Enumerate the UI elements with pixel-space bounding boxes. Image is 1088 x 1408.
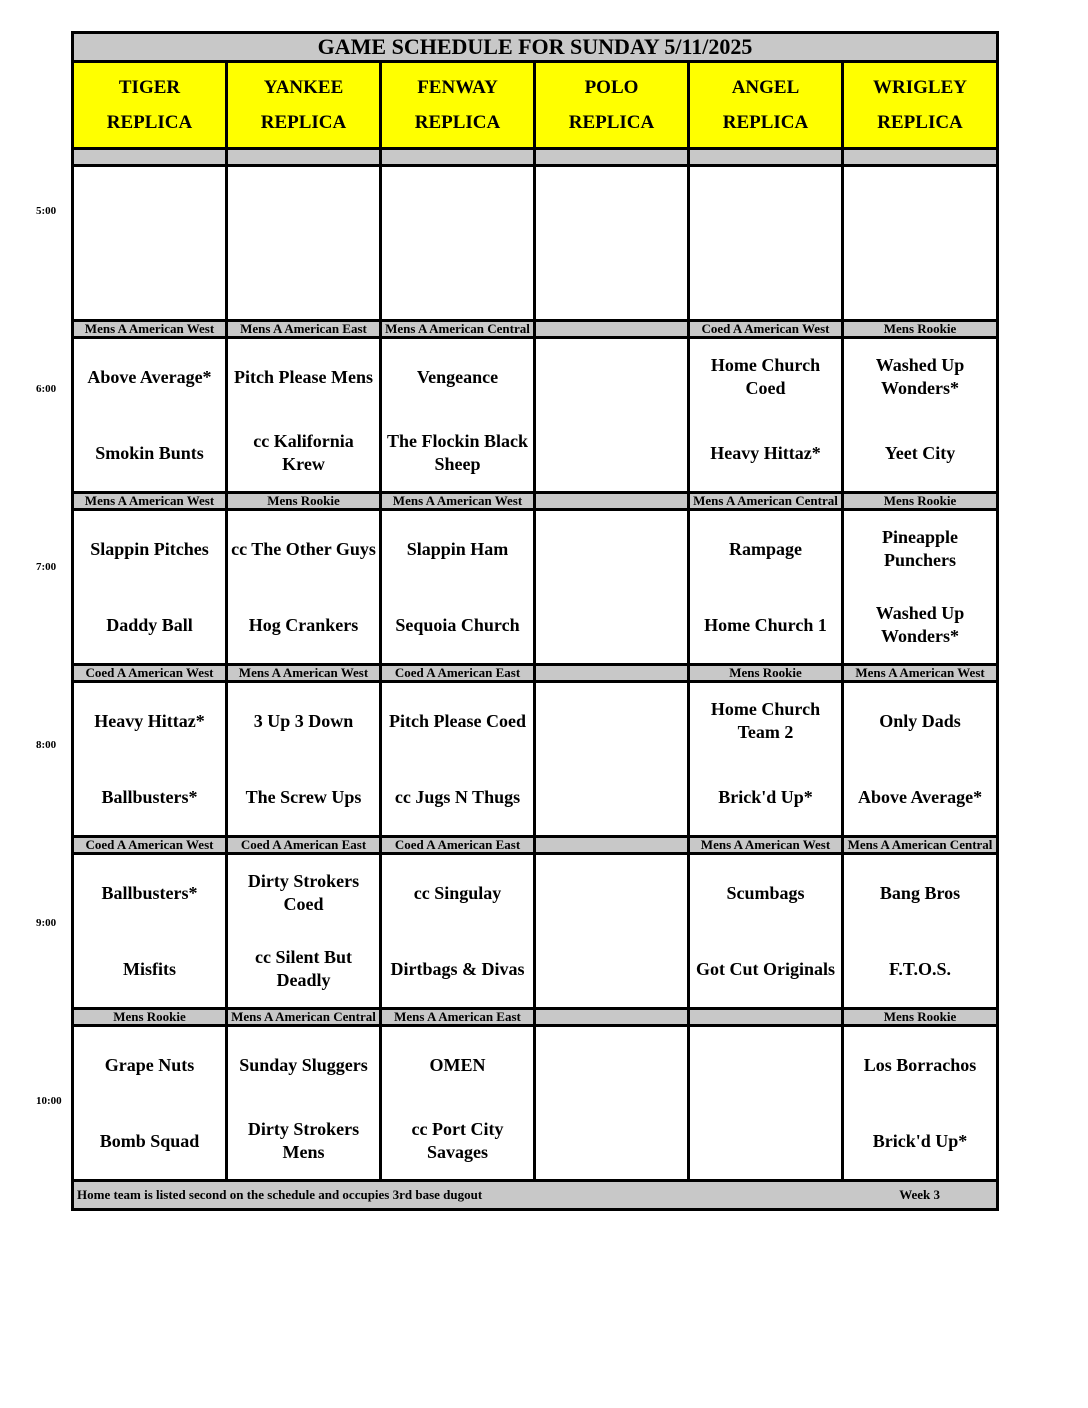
home-team [536,759,687,835]
game-cell [227,682,381,837]
division-row [73,321,998,338]
away-team: OMEN [429,1054,486,1075]
division-label: Mens Rookie [843,493,998,510]
away-team: Vengeance [416,366,499,387]
field-header [843,62,998,149]
game-cell [381,854,535,1009]
away-team: Home Church Coed [710,355,821,398]
home-team: cc Port City Savages [411,1119,504,1162]
division-label: Mens A American East [381,1009,535,1026]
game-cell [227,854,381,1009]
division-label: Mens A American East [227,321,381,338]
division-label: Coed A American West [689,321,843,338]
away-team: Dirty Strokers Coed [247,871,360,914]
away-team: Above Average* [87,366,212,387]
home-team: The Screw Ups [245,786,362,807]
away-team: 3 Up 3 Down [253,710,354,731]
away-team: Washed Up Wonders* [875,355,965,398]
away-team: Grape Nuts [104,1054,195,1075]
game-cell [381,166,535,321]
field-header [227,62,381,149]
away-team: cc Singulay [413,882,502,903]
time-label: 5:00 [36,205,57,217]
schedule-table [71,31,999,1211]
footer-content [74,1187,996,1203]
away-team: Only Dads [879,710,961,731]
home-team [536,1103,687,1179]
division-label [535,149,689,166]
field-subtitle: REPLICA [722,112,809,133]
game-cell [843,338,998,493]
away-team: Los Borrachos [863,1054,977,1075]
home-team: F.T.O.S. [889,958,952,979]
game-cell [535,1026,689,1181]
division-label: Mens A American Central [843,837,998,854]
away-team: Scumbags [726,882,805,903]
game-cell [73,1026,227,1181]
game-cell [381,1026,535,1181]
field-name: YANKEE [263,77,344,98]
game-cell [843,682,998,837]
division-label [535,1009,689,1026]
away-team [536,167,687,243]
away-team [690,1027,841,1103]
home-team: Misfits [123,958,176,979]
home-team: Brick'd Up* [872,1130,968,1151]
division-label: Mens A American West [843,665,998,682]
division-label [381,149,535,166]
game-cell [381,510,535,665]
division-row [73,493,998,510]
game-cell [843,510,998,665]
game-cell [227,510,381,665]
field-subtitle: REPLICA [106,112,193,133]
game-row [73,1026,998,1181]
game-cell [535,166,689,321]
game-row [73,854,998,1009]
division-label [535,837,689,854]
home-team [74,243,225,319]
game-cell [535,338,689,493]
game-cell [73,854,227,1009]
division-label [535,665,689,682]
time-label: 9:00 [36,917,57,929]
home-team: Bomb Squad [99,1130,200,1151]
division-label [689,1009,843,1026]
division-row [73,837,998,854]
away-team: Pitch Please Mens [234,366,373,387]
division-label: Coed A American West [73,665,227,682]
field-subtitle: REPLICA [414,112,501,133]
division-label: Mens Rookie [843,1009,998,1026]
division-label [535,321,689,338]
away-team: Rampage [729,538,802,559]
week-label: Week 3 [899,1187,941,1202]
game-cell [227,166,381,321]
home-team [382,243,533,319]
game-cell [689,682,843,837]
time-label: 10:00 [36,1095,62,1107]
field-subtitle: REPLICA [568,112,655,133]
home-team [536,587,687,663]
time-label: 7:00 [36,561,57,573]
division-row [73,1009,998,1026]
division-label: Mens A American West [73,493,227,510]
game-cell [381,682,535,837]
game-cell [843,1026,998,1181]
away-team: Slappin Pitches [90,538,209,559]
field-header [689,62,843,149]
field-header [535,62,689,149]
home-team [536,415,687,491]
game-cell [843,854,998,1009]
away-team: Pitch Please Coed [389,710,526,731]
away-team [536,339,687,415]
title-row [73,33,998,62]
division-label [843,149,998,166]
game-cell [73,338,227,493]
game-cell [843,166,998,321]
division-label: Mens Rookie [689,665,843,682]
home-team: Dirtbags & Divas [390,958,525,979]
away-team: Slappin Ham [406,538,509,559]
game-cell [227,338,381,493]
home-team: Heavy Hittaz* [710,442,821,463]
home-team: Ballbusters* [101,786,198,807]
time-label: 6:00 [36,383,57,395]
division-label [689,149,843,166]
game-cell [689,854,843,1009]
game-row [73,166,998,321]
game-row [73,682,998,837]
away-team: Home Church Team 2 [710,699,821,742]
division-label: Mens A American West [227,665,381,682]
field-name: TIGER [118,77,181,98]
home-team [690,1103,841,1179]
home-team: Brick'd Up* [718,786,813,807]
away-team [536,1027,687,1103]
division-label: Mens A American West [73,321,227,338]
division-label [73,149,227,166]
home-team: Above Average* [857,786,983,807]
away-team: cc The Other Guys [231,538,376,559]
time-label: 8:00 [36,739,57,751]
home-team: cc Jugs N Thugs [394,786,521,807]
game-cell [535,682,689,837]
away-team: Heavy Hittaz* [94,710,205,731]
schedule-title: GAME SCHEDULE FOR SUNDAY 5/11/2025 [73,33,998,62]
home-team: Dirty Strokers Mens [247,1119,360,1162]
away-team: Ballbusters* [101,882,198,903]
away-team [536,855,687,931]
away-team: Pineapple Punchers [882,527,959,570]
division-label: Mens Rookie [73,1009,227,1026]
division-label: Mens A American West [381,493,535,510]
home-team [690,243,841,319]
field-name: ANGEL [731,77,800,98]
away-team [382,167,533,243]
division-label: Mens A American Central [227,1009,381,1026]
game-cell [73,166,227,321]
footer-row [73,1181,998,1210]
division-row [73,149,998,166]
game-cell [535,510,689,665]
home-team: Yeet City [884,442,956,463]
field-name: WRIGLEY [873,77,967,98]
footer-cell [73,1181,998,1210]
game-cell [535,854,689,1009]
home-team [228,243,379,319]
division-label: Mens Rookie [227,493,381,510]
home-team-note: Home team is listed second on the schedule and occupies 3rd base dugout [77,1187,483,1202]
game-cell [381,338,535,493]
home-team: The Flockin Black Sheep [386,431,529,474]
home-team: cc Silent But Deadly [255,947,352,990]
game-cell [689,1026,843,1181]
game-cell [689,338,843,493]
away-team [844,167,996,243]
field-header-row [73,62,998,149]
division-label: Coed A American East [381,837,535,854]
away-team [690,167,841,243]
home-team [844,243,996,319]
home-team: Smokin Bunts [95,442,204,463]
home-team: Home Church 1 [704,614,827,635]
division-label: Coed A American West [73,837,227,854]
division-label: Coed A American East [227,837,381,854]
division-label: Mens Rookie [843,321,998,338]
game-row [73,510,998,665]
division-label [227,149,381,166]
home-team: cc Kalifornia Krew [253,431,354,474]
division-label: Mens A American Central [689,493,843,510]
division-label: Mens A American West [689,837,843,854]
home-team: Sequoia Church [395,614,520,635]
field-subtitle: REPLICA [877,112,963,133]
division-row [73,665,998,682]
home-team: Hog Crankers [248,614,359,635]
away-team [536,511,687,587]
home-team: Got Cut Originals [695,958,835,979]
game-cell [73,510,227,665]
game-cell [73,682,227,837]
field-header [381,62,535,149]
division-label: Coed A American East [381,665,535,682]
game-cell [227,1026,381,1181]
away-team [536,683,687,759]
away-team [228,167,379,243]
game-row [73,338,998,493]
home-team [536,243,687,319]
game-cell [689,510,843,665]
home-team: Daddy Ball [106,614,193,635]
away-team: Sunday Sluggers [239,1054,368,1075]
game-cell [689,166,843,321]
field-subtitle: REPLICA [260,112,347,133]
division-label: Mens A American Central [381,321,535,338]
home-team: Washed Up Wonders* [875,603,965,646]
field-name: POLO [584,77,639,98]
field-name: FENWAY [417,77,498,98]
away-team [74,167,225,243]
away-team: Bang Bros [879,882,961,903]
field-header [73,62,227,149]
division-label [535,493,689,510]
home-team [536,931,687,1007]
